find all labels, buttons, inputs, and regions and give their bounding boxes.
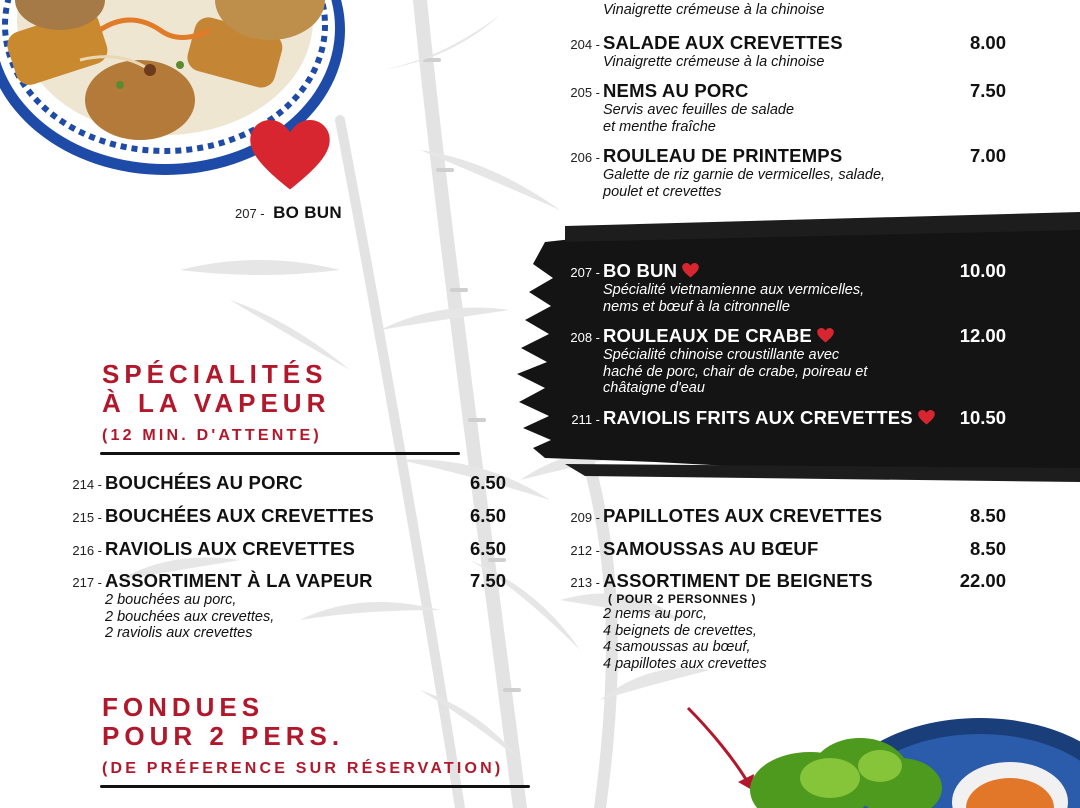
item-price: 6.50 [469, 538, 506, 559]
item-name: ROULEAUX DE CRABE [603, 325, 812, 346]
item-description-line: 2 bouchées aux crevettes, [105, 608, 275, 625]
item-description-line: Spécialité vietnamienne aux vermicelles, [603, 282, 865, 298]
item-number: 215 - [72, 510, 102, 525]
item-description-line: et menthe fraîche [603, 118, 716, 135]
item-description-line: poulet et crevettes [603, 183, 722, 200]
menu-item [62, 570, 506, 642]
heart-icon [682, 263, 699, 278]
heart-icon [817, 328, 834, 343]
item-description-line: Vinaigrette crémeuse à la chinoise [603, 54, 825, 70]
item-description-line: Galette de riz garnie de vermicelles, salade, [603, 167, 886, 183]
menu-item [560, 2, 1006, 19]
menu-item [560, 570, 1006, 672]
item-description-line: 4 papillotes aux crevettes [603, 655, 767, 672]
section-title-vapeur [102, 360, 330, 418]
item-name: PAPILLOTES AUX CREVETTES [603, 505, 883, 526]
item-price: 10.50 [959, 407, 1006, 428]
item-price: 7.50 [469, 570, 506, 591]
item-description-line: nems et bœuf à la citronnelle [603, 298, 790, 315]
item-description-line: 2 raviolis aux crevettes [105, 625, 253, 641]
item-name: ASSORTIMENT DE BEIGNETS [603, 570, 873, 591]
section-subtitle-fondues: (DE PRÉFERENCE SUR RÉSERVATION) [102, 760, 504, 777]
item-number: 207 - [570, 265, 600, 280]
item-number: 209 - [570, 510, 600, 525]
menu-item [560, 538, 1006, 560]
section-title-fondues-line2: POUR 2 PERS. [102, 721, 345, 751]
item-description-line: Spécialité chinoise croustillante avec [603, 347, 840, 363]
section-title-vapeur-line1: SPÉCIALITÉS [102, 359, 328, 389]
item-name: NEMS AU PORC [603, 80, 749, 101]
heart-icon [248, 120, 332, 192]
item-description-line: 2 bouchées au porc, [105, 592, 237, 608]
item-name: SALADE AUX CREVETTES [603, 32, 843, 53]
item-price: 7.00 [969, 145, 1006, 166]
item-name: RAVIOLIS FRITS AUX CREVETTES [603, 407, 913, 428]
dish-caption-name: BO BUN [273, 203, 342, 222]
item-name: ROULEAU DE PRINTEMPS [603, 145, 843, 166]
item-description-line: haché de porc, chair de crabe, poireau et [603, 363, 868, 380]
item-name: SAMOUSSAS AU BŒUF [603, 538, 819, 559]
item-number: 213 - [570, 575, 600, 590]
section-divider [100, 452, 460, 455]
heart-icon [918, 410, 935, 425]
section-divider [100, 785, 530, 788]
menu-item [560, 325, 1006, 397]
item-number: 216 - [72, 543, 102, 558]
item-description-line: châtaigne d'eau [603, 380, 705, 396]
menu-item [62, 538, 506, 560]
item-number: 217 - [72, 575, 102, 590]
section-title-fondues [102, 693, 344, 751]
item-description-line: Servis avec feuilles de salade [603, 102, 795, 118]
item-name: BOUCHÉES AU PORC [105, 472, 303, 493]
item-number: 204 - [570, 37, 600, 52]
dish-caption [235, 203, 342, 223]
item-number: 205 - [570, 85, 600, 100]
item-number: 212 - [570, 543, 600, 558]
item-name: RAVIOLIS AUX CREVETTES [105, 538, 356, 559]
section-title-fondues-line1: FONDUES [102, 692, 265, 722]
menu-item [62, 505, 506, 527]
item-name: ASSORTIMENT À LA VAPEUR [105, 570, 373, 591]
item-description-line: 2 nems au porc, [603, 606, 707, 622]
item-price: 8.50 [969, 538, 1006, 559]
section-title-vapeur-line2: À LA VAPEUR [102, 388, 331, 418]
item-price: 8.00 [969, 32, 1006, 53]
salad-plate-image [680, 690, 1080, 808]
section-subtitle-vapeur: (12 MIN. D'ATTENTE) [102, 427, 322, 444]
item-description-line: 4 beignets de crevettes, [603, 622, 757, 639]
item-price: 7.50 [969, 80, 1006, 101]
item-price: 12.00 [959, 325, 1006, 346]
item-number: 211 - [571, 412, 600, 427]
menu-item [560, 505, 1006, 527]
item-number: 208 - [570, 330, 600, 345]
item-number: 214 - [72, 477, 102, 492]
item-price: 8.50 [969, 505, 1006, 526]
dish-caption-number: 207 - [235, 206, 265, 221]
menu-item [560, 407, 1006, 429]
item-number: 206 - [570, 150, 600, 165]
menu-item [560, 32, 1006, 71]
item-price: 6.50 [469, 505, 506, 526]
item-description-line: Vinaigrette crémeuse à la chinoise [603, 2, 825, 18]
item-description-line: 4 samoussas au bœuf, [603, 639, 751, 655]
menu-item [62, 472, 506, 494]
item-name: BOUCHÉES AUX CREVETTES [105, 505, 374, 526]
menu-item [560, 260, 1006, 315]
item-serving-note: ( POUR 2 PERSONNES ) [608, 592, 757, 606]
item-price: 10.00 [959, 260, 1006, 281]
item-price: 22.00 [959, 570, 1006, 591]
menu-item [560, 145, 1006, 200]
item-name: BO BUN [603, 260, 678, 281]
menu-item [560, 80, 1006, 135]
item-price: 6.50 [469, 472, 506, 493]
